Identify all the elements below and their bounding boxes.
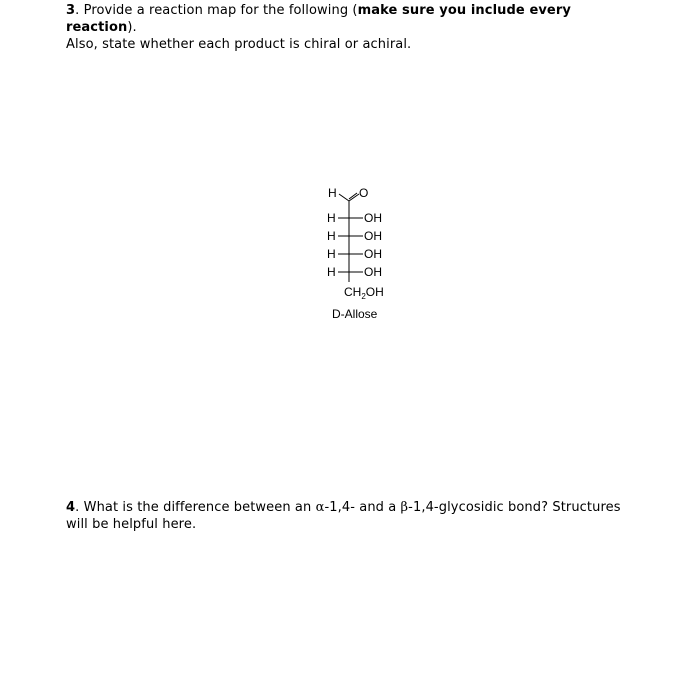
aldehyde-h-label: H (328, 186, 337, 200)
beta-symbol: β (400, 500, 409, 515)
compound-name: D-Allose (332, 307, 378, 321)
question-4 (66, 499, 636, 533)
aldehyde-ch-bond (339, 194, 349, 201)
question-3-emphasis: make sure you include every reaction (66, 3, 571, 35)
c4-left-label: H (327, 247, 336, 261)
question-4-text: . What is the difference between an (75, 500, 316, 515)
c5-left-label: H (327, 265, 336, 279)
question-3-text-end: ). (127, 20, 137, 35)
c2-right-label: OH (364, 211, 382, 225)
d-allose-fischer-projection (300, 180, 400, 325)
ch2oh-main: CH (344, 285, 362, 299)
aldehyde-o-label: O (359, 186, 369, 200)
question-4-text-2: -1,4- and a (324, 500, 401, 515)
c3-left-label: H (327, 229, 336, 243)
ch2oh-subscript: 2 (361, 292, 366, 301)
question-3-number: 3 (66, 3, 76, 18)
c2-left-label: H (327, 211, 336, 225)
question-3-line-2: Also, state whether each product is chiral or achiral. (66, 37, 412, 52)
c4-right-label: OH (364, 247, 382, 261)
question-4-number: 4 (66, 500, 76, 515)
alpha-symbol: α (315, 500, 325, 515)
c5-right-label: OH (364, 265, 382, 279)
c3-right-label: OH (364, 229, 382, 243)
ch2oh-tail: OH (365, 285, 384, 299)
question-3-text: . Provide a reaction map for the following ( (75, 3, 358, 18)
question-3 (66, 2, 636, 53)
ch2oh-label (344, 285, 384, 301)
question-4-text-3: -1,4-glycosidic bond? Structures will be helpful here. (66, 500, 621, 532)
